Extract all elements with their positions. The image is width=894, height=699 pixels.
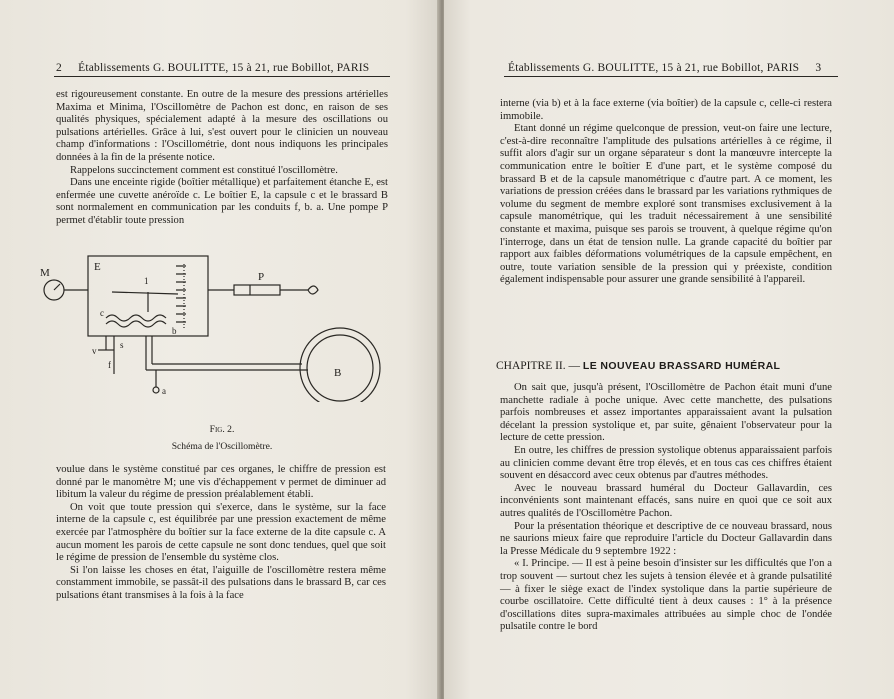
- left-text-top: [56, 89, 388, 228]
- left-text-bottom: [56, 464, 386, 603]
- right-paragraph-6: Pour la présentation théorique et descriptive de ce nouveau brassard, nous ne saurions mieux faire que reproduire l'article du Docteur Gallavardin dans la Presse Médicale du 9 septembre 1922 :: [500, 520, 832, 557]
- left-paragraph-4: voulue dans le système constitué par ces organes, le chiffre de pression est donné par le manomètre M; une vis d'échappement v permet de diminuer ad libitum la valeur du régime de pression préalablement établi.: [56, 464, 386, 501]
- right-paragraph-1: interne (via b) et à la face externe (via boîtier) de la capsule c, celle-ci restera immobile.: [500, 98, 832, 122]
- left-paragraph-5: On voit que toute pression qui s'exerce, dans le système, sur la face interne de la capsule c, est équilibrée par une pression exactement de même exercée par l'atmosphère du boîtier sur la face externe de la dite capsule c. A aucun moment les parois de cette capsule ne sont donc tendues, quel que soit le régime de pression de l'ensemble du système clos.: [56, 501, 386, 564]
- right-paragraph-3: On sait que, jusqu'à présent, l'Oscillomètre de Pachon était muni d'une manchette radiale à poche unique. Avec cette manchette, des pulsations parfois nombreuses et assez importantes apparaissaient avant la pulsation décelant la pression systolique et, par suite, gênaient l'observateur pour la lecture de cette pression.: [500, 382, 832, 444]
- label-v: v: [92, 346, 97, 356]
- chapter-label: CHAPITRE II. —: [496, 360, 581, 372]
- right-running-head: Établissements G. BOULITTE, 15 à 21, rue Bobillot, PARIS: [508, 62, 800, 74]
- label-E: E: [94, 261, 101, 273]
- right-paragraph-4: En outre, les chiffres de pression systolique obtenus apparaissaient parfois au clinicien comme devant être trop élevés, et en tous cas ces chiffres étaient souvent en désaccord avec ceux obtenus par d'autres méthodes.: [500, 444, 832, 482]
- label-s: s: [120, 340, 124, 350]
- left-paragraph-3: Dans une enceinte rigide (boîtier métallique) et parfaitement étanche E, est enfermée une cuvette anéroïde c. Le boîtier E, la capsule c et le brassard B sont normalement en communication par les conduits f, b. a. Une pompe P permet d'établir toute pression: [56, 177, 388, 226]
- figure-caption: Schéma de l'Oscillomètre.: [171, 441, 273, 452]
- label-f: f: [108, 360, 111, 370]
- left-paragraph-1: est rigoureusement constante. En outre de la mesure des pressions artérielles Maxima et Minima, l'Oscillomètre de Pachon est donc, en raison de ses qualités physiques, spécialement adapté à la mesure des oscillations ou pulsations artérielles. Grâce à lui, s'est ouvert pour le clinicien un nouveau champ d'informations : l'Oscillométrie, dont nous indiquons les principales données à la fin de la présente notice.: [56, 89, 388, 163]
- label-P: P: [258, 271, 265, 283]
- label-a: a: [162, 386, 166, 396]
- brassard-cuff: [300, 328, 380, 402]
- left-running-head: Établissements G. BOULITTE, 15 à 21, rue Bobillot, PARIS: [78, 62, 370, 74]
- right-header-rule: [504, 76, 838, 77]
- pump-cylinder: [234, 285, 280, 295]
- right-text-top: [500, 98, 832, 287]
- right-text-bottom: [500, 382, 832, 634]
- left-page: [0, 0, 441, 699]
- label-M: M: [40, 267, 50, 279]
- chapter-heading: [496, 360, 866, 372]
- left-paragraph-6: Si l'on laisse les choses en état, l'aiguille de l'oscillomètre restera même constamment immobile, se passât-il des pulsations dans le brassard B, car ces pulsations étant transmises à la fois à la face: [56, 564, 386, 601]
- left-paragraph-2: Rappelons succinctement comment est constitué l'oscillomètre.: [70, 164, 338, 176]
- right-paragraph-5: Avec le nouveau brassard huméral du Docteur Gallavardin, ces inconvénients sont maintenant effacés, sans nuire en quoi que ce soit aux autres qualités de l'Oscillomètre Pachon.: [500, 482, 832, 519]
- label-c: c: [100, 308, 104, 318]
- label-B: B: [334, 367, 342, 379]
- right-page-number: 3: [815, 62, 822, 74]
- chapter-title: LE NOUVEAU BRASSARD HUMÉRAL: [582, 360, 781, 372]
- right-page-header: [508, 62, 821, 74]
- left-page-number: 2: [56, 62, 62, 74]
- right-paragraph-7: « I. Principe. — Il est à peine besoin d'insister sur les difficultés que l'on a trop souvent — surtout chez les sujets à tension élevée et à grande pulsatilité — à fixer le siège exact de l'index systolique dans la partie supérieure de courbe oscillatoire. Cette difficulté tient à deux causes : 1° à la présence d'oscillations dites supra-maximales attribuées au simple choc de l'ondée pulsatile contre le bord: [500, 558, 832, 633]
- left-header-rule: [54, 76, 390, 77]
- right-page: [444, 0, 894, 699]
- pump-handle: [308, 286, 318, 294]
- figure-number: Fig. 2.: [209, 424, 235, 435]
- label-1: 1: [144, 276, 149, 286]
- right-paragraph-2: Etant donné un régime quelconque de pression, veut-on faire une lecture, c'est-à-dire reconnaître l'amplitude des pulsations artérielles à ce régime, il suffit alors d'agir sur un organe séparateur s dont la manœuvre intercepte la communication entre le boîtier E d'une part, et le système composé du brassard B et de la capsule manométrique c d'autre part. A ce moment, les variations de pression créées dans le brassard par les variations rythmiques de volume du segment de membre exploré sont transmises exclusivement à la capsule manométrique, qui les traduit nécessairement à une sensibilité constante et maxima, puisque ses parois se trouvent, à quelque régime qu'on l'interroge, dans un état de tension nulle. La grande capacité du boîtier par rapport aux faibles déformations volumétriques de la capsule empêchent, en outre, toute variation sensible de la pression qui y préexiste, condition également indispensable pour assurer une grande sensibilité à l'appareil.: [500, 123, 832, 286]
- label-b: b: [172, 326, 177, 336]
- left-page-header: [56, 62, 369, 74]
- oscillometer-diagram: [36, 252, 396, 402]
